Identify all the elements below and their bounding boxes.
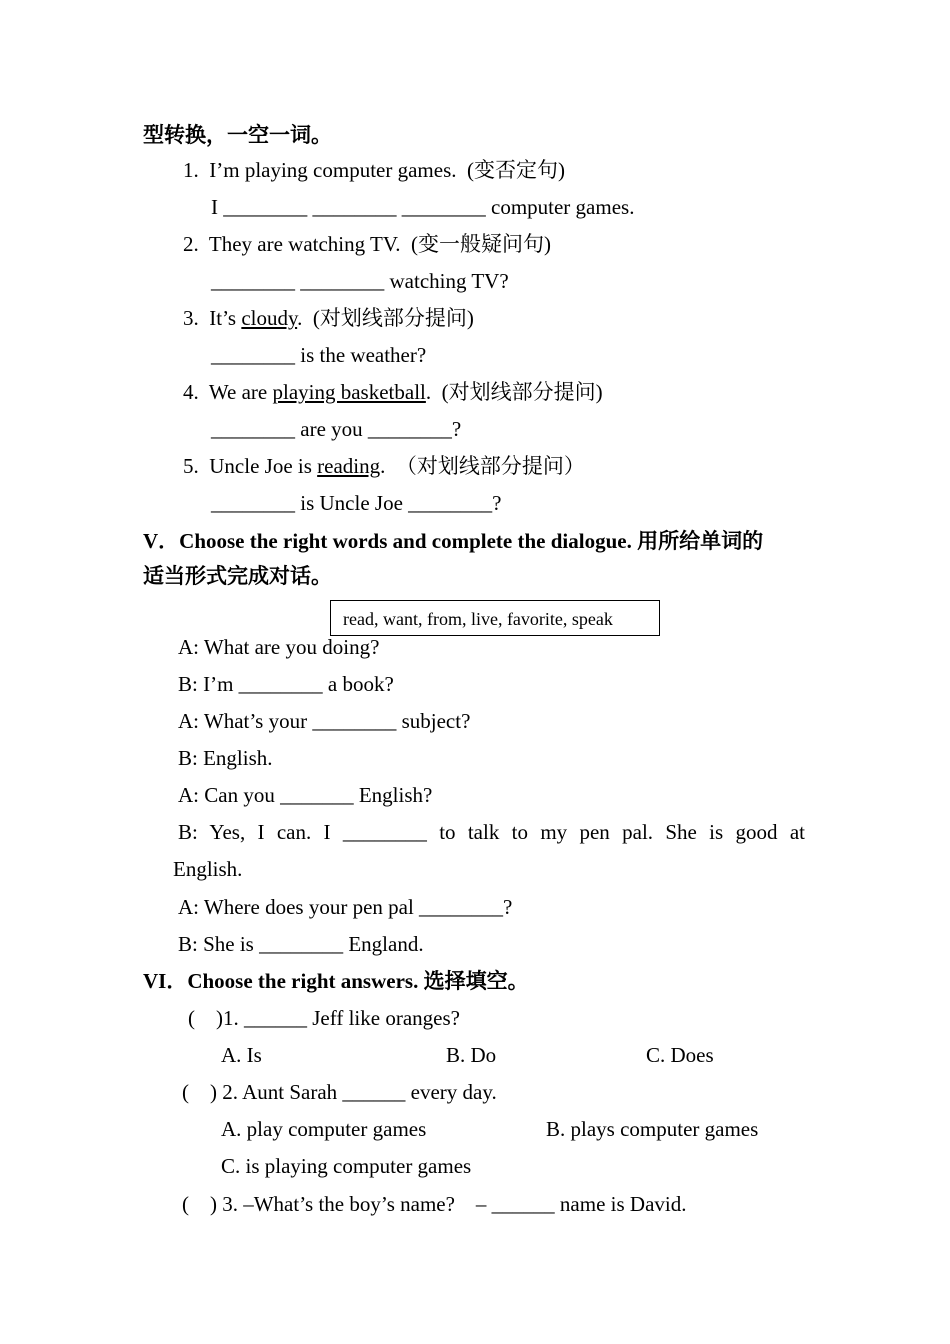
question-sentence: They are watching TV. [208,232,401,256]
answer-line-3: ________ is the weather? [211,343,427,367]
question-number: 3. [183,306,199,330]
dialogue-line: B: Yes, I can. I ________ to talk to my pen pal. She is good at [178,820,805,844]
question-3 [183,308,474,329]
sentence-post: . [425,380,432,404]
sentence-pre: It’s [209,306,242,330]
section-v-heading-cont: 适当形式完成对话。 [143,564,332,588]
question-number: 2. [183,232,199,256]
answer-line-1: I ________ ________ ________ computer games. [211,195,635,219]
option-b: B. Do [446,1043,497,1067]
question-hint: (变否定句) [467,158,566,182]
option-c: C. Does [646,1043,714,1067]
question-sentence: I’m playing computer games. [209,158,457,182]
dialogue-line: English. [173,857,243,881]
question-hint: (对划线部分提问) [441,380,603,404]
dialogue-line: B: English. [178,746,273,770]
word-bank: read, want, from, live, favorite, speak [343,609,613,629]
question-5 [183,456,585,477]
dialogue-line: B: She is ________ England. [178,932,424,956]
dialogue-line: A: What are you doing? [178,635,380,659]
section-v-heading: V．Choose the right words and complete the dialogue. 用所给单词的 [143,529,764,553]
mc-question-1: ( )1. ______ Jeff like oranges? [188,1006,460,1030]
question-hint: (变一般疑问句) [411,232,552,256]
word-bank-box [330,600,660,636]
answer-line-2: ________ ________ watching TV? [211,269,509,293]
sentence-pre: Uncle Joe is [209,454,318,478]
option-b: B. plays computer games [546,1117,759,1141]
dialogue-line: A: Can you _______ English? [178,783,433,807]
sentence-post: . [297,306,303,330]
mc-question-3: ( ) 3. –What’s the boy’s name? – ______ name is David. [182,1192,687,1216]
sentence-pre: We are [208,380,273,404]
answer-line-5: ________ is Uncle Joe ________? [211,491,502,515]
section-vi-heading: VI．Choose the right answers. 选择填空。 [143,969,529,993]
dialogue-line: A: Where does your pen pal ________? [178,895,513,919]
question-number: 4. [183,380,199,404]
option-c: C. is playing computer games [221,1154,472,1178]
question-4 [183,382,603,403]
option-a: A. play computer games [221,1117,427,1141]
underlined-phrase: playing basketball [272,380,426,404]
answer-line-4: ________ are you ________? [211,417,462,441]
question-number: 1. [183,158,199,182]
question-hint: (对划线部分提问) [312,306,474,330]
dialogue-line: A: What’s your ________ subject? [178,709,471,733]
section-iv-heading: 型转换，一空一词。 [143,123,332,147]
mc-question-2: ( ) 2. Aunt Sarah ______ every day. [182,1080,497,1104]
underlined-word: reading [317,454,381,478]
question-2 [183,234,551,255]
question-1 [183,160,565,181]
dialogue-line: B: I’m ________ a book? [178,672,394,696]
underlined-word: cloudy [241,306,298,330]
sentence-post: . [380,454,386,478]
question-hint: （对划线部分提问） [395,454,585,478]
option-a: A. Is [221,1043,262,1067]
question-number: 5. [183,454,199,478]
